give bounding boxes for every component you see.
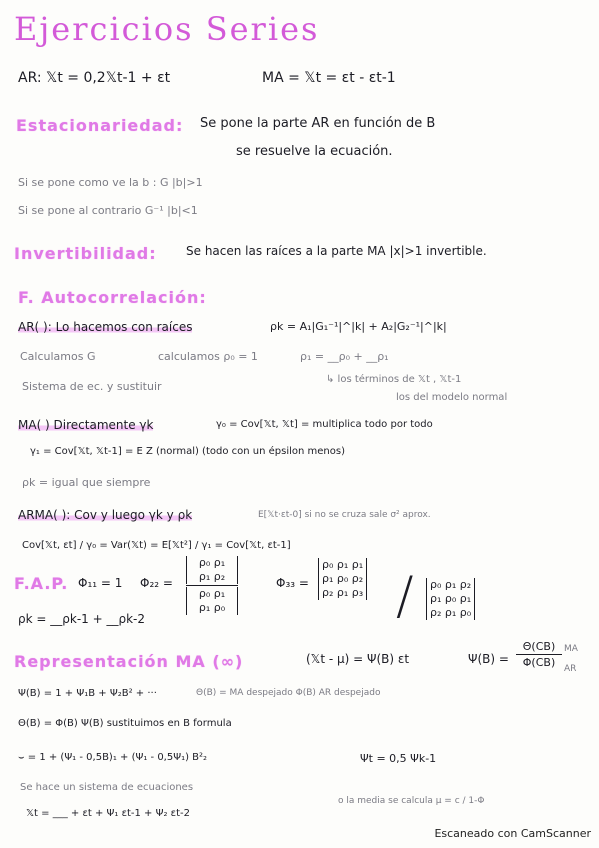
fap-phi22: Φ₂₂ = (140, 576, 173, 590)
invertibilidad-text: Se hacen las raíces a la parte MA |x|>1 invertible. (186, 244, 487, 258)
fac-arma-formula: Cov[𝕏t, εt] / γ₀ = Var(𝕏t) = E[𝕏t²] / γ₁ = Cov[𝕏t, εt-1] (22, 540, 291, 551)
fac-calc-rho1: ρ₁ = __ρ₀ + __ρ₁ (300, 350, 389, 363)
psi-ma-tag: MA (564, 644, 578, 654)
matrix-row: ρ₁ ρ₀ ρ₂ (322, 572, 364, 585)
fac-arma-note: E[𝕏t·εt-0] si no se cruza sale σ² aprox. (258, 510, 431, 520)
fac-ma-rhok: ρk = igual que siempre (22, 476, 151, 489)
estacionariedad-line2: se resuelve la ecuación. (236, 144, 393, 159)
psi-expansion: Ψ(B) = 1 + Ψ₁B + Ψ₂B² + ··· (18, 688, 157, 699)
theta-phi-note: Θ(B) = MA despejado Φ(B) AR despejado (196, 688, 381, 698)
scanner-watermark: Escaneado con CamScanner (434, 827, 591, 840)
coefficient-expansion: ⌣ = 1 + (Ψ₁ - 0,5B)₁ + (Ψ₁ - 0,5Ψ₁) B²₂ (18, 752, 208, 763)
phi33-numerator-matrix (318, 558, 367, 600)
invertibilidad-heading: Invertibilidad: (14, 244, 157, 263)
fac-note-model: los del modelo normal (396, 392, 508, 403)
fac-arma-label: ARMA( ): Cov y luego γk y ρk (18, 508, 193, 522)
autocorrelacion-heading: F. Autocorrelación: (18, 288, 207, 307)
fap-recursion: ρk = __ρk-1 + __ρk-2 (18, 612, 145, 626)
fac-calc-rho0: calculamos ρ₀ = 1 (158, 350, 258, 363)
estacionariedad-condition-2: Si se pone al contrario G⁻¹ |b|<1 (18, 204, 198, 217)
theta-phi-psi-relation: Θ(B) = Φ(B) Ψ(B) sustituimos en B formula (18, 718, 232, 729)
matrix-row: ρ₁ ρ₂ (198, 570, 226, 583)
matrix-row: ρ₂ ρ₁ ρ₃ (322, 586, 364, 599)
fac-calc-g: Calculamos G (20, 350, 96, 363)
psi-fraction (516, 640, 562, 669)
estacionariedad-line1: Se pone la parte AR en función de B (200, 116, 436, 131)
phi22-denominator-matrix (186, 587, 238, 615)
representacion-heading: Representación MA (∞) (14, 652, 244, 671)
matrix-row: ρ₀ ρ₁ ρ₁ (322, 558, 364, 571)
ar-model-equation: AR: 𝕏t = 0,2𝕏t-1 + εt (18, 70, 171, 86)
ma-infinity-form: 𝕏t = ___ + εt + Ψ₁ εt-1 + Ψ₂ εt-2 (26, 808, 190, 819)
fap-heading: F.A.P. (14, 574, 69, 593)
psi-recursion: Ψt = 0,5 Ψk-1 (360, 752, 437, 765)
phi33-denominator-matrix (426, 578, 475, 620)
matrix-row: ρ₂ ρ₁ ρ₀ (430, 606, 472, 619)
matrix-row: ρ₀ ρ₁ ρ₂ (430, 578, 472, 591)
fac-ar-label: AR( ): Lo hacemos con raíces (18, 320, 193, 334)
ma-model-equation: MA = 𝕏t = εt - εt-1 (262, 70, 396, 86)
matrix-row: ρ₁ ρ₀ ρ₁ (430, 592, 472, 605)
psi-ar-tag: AR (564, 664, 577, 674)
representacion-equation: (𝕏t - μ) = Ψ(B) εt (306, 652, 410, 666)
matrix-row: ρ₀ ρ₁ (198, 587, 226, 600)
psi-denominator: Φ(CB) (522, 656, 556, 669)
fac-note-terms: ↳ los términos de 𝕏t , 𝕏t-1 (326, 374, 462, 385)
phi22-numerator-matrix (186, 556, 238, 584)
fac-ma-label: MA( ) Directamente γk (18, 418, 154, 432)
fac-ma-gamma1: γ₁ = Cov[𝕏t, 𝕏t-1] = E Z (normal) (todo con un épsilon menos) (30, 446, 345, 457)
matrix-row: ρ₁ ρ₀ (198, 601, 226, 614)
system-note: Se hace un sistema de ecuaciones (20, 782, 194, 793)
fap-phi11: Φ₁₁ = 1 (78, 576, 123, 590)
fac-ma-gamma0: γ₀ = Cov[𝕏t, 𝕏t] = multiplica todo por todo (216, 419, 433, 430)
fraction-bar (516, 654, 562, 655)
estacionariedad-heading: Estacionariedad: (16, 116, 184, 135)
fraction-bar (186, 585, 238, 586)
division-slash: / (396, 566, 414, 626)
matrix-row: ρ₀ ρ₁ (198, 556, 226, 569)
psi-label: Ψ(B) = (468, 652, 509, 666)
fac-sistema: Sistema de ec. y sustituir (22, 380, 162, 393)
mean-note: o la media se calcula μ = c / 1-Φ (338, 796, 485, 806)
estacionariedad-condition-1: Si se pone como ve la b : G |b|>1 (18, 176, 203, 189)
page-title: Ejercicios Series (14, 10, 320, 48)
psi-numerator: Θ(CB) (522, 640, 556, 653)
phi22-fraction (186, 556, 238, 615)
fap-phi33: Φ₃₃ = (276, 576, 309, 590)
fac-ar-formula: ρk = A₁|G₁⁻¹|^|k| + A₂|G₂⁻¹|^|k| (270, 320, 447, 333)
